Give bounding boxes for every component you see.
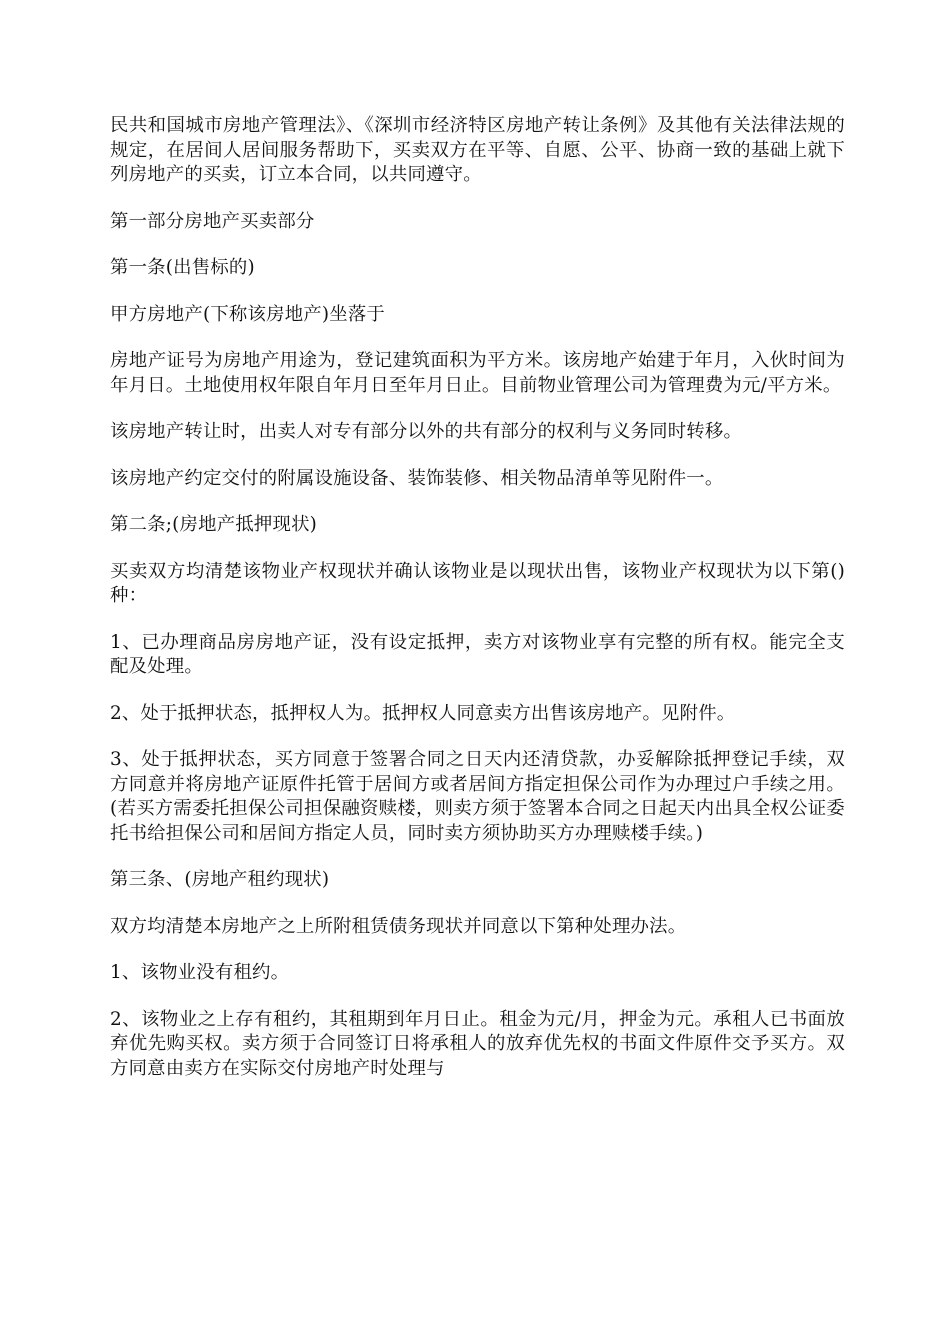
paragraph-common-rights: 该房地产转让时，出卖人对专有部分以外的共有部分的权利与义务同时转移。 — [110, 421, 743, 442]
list-item-option-3: 3、处于抵押状态，买方同意于签署合同之日天内还清贷款，办妥解除抵押登记手续，双方同意并将房地产证原件托管于居间方或者居间方指定担保公司作为办理过户手续之用。(若买方需委托担保公司担保融资赎楼，则卖方须于签署本合同之日起天内出具全权公证委托书给担保公司和居间方指定人员，同时卖方须协助买方办理赎楼手续。) — [110, 749, 845, 844]
article-three-heading: 第三条、(房地产租约现状) — [110, 869, 330, 890]
article-one-heading: 第一条(出售标的) — [110, 257, 255, 278]
paragraph-title-status: 买卖双方均清楚该物业产权现状并确认该物业是以现状出售，该物业产权现状为以下第()种： — [110, 560, 845, 606]
list-item-lease-option-1: 1、该物业没有租约。 — [110, 962, 290, 983]
paragraph-attachment-list: 该房地产约定交付的附属设施设备、装饰装修、相关物品清单等见附件一。 — [110, 467, 724, 489]
list-item-lease-option-2: 2、该物业之上存有租约，其租期到年月日止。租金为元/月，押金为元。承租人已书面放弃优先购买权。卖方须于合同签订日将承租人的放弃优先权的书面文件原件交予买方。双方同意由卖方在实际交付房地产时处理与 — [110, 1008, 845, 1079]
list-item-option-2: 2、处于抵押状态，抵押权人为。抵押权人同意卖方出售该房地产。见附件。 — [110, 702, 736, 724]
paragraph-lease-status: 双方均清楚本房地产之上所附租赁债务现状并同意以下第种处理办法。 — [110, 915, 687, 937]
document-page — [110, 114, 845, 1103]
part-one-heading: 第一部分房地产买卖部分 — [110, 210, 315, 232]
article-two-heading: 第二条;(房地产抵押现状) — [110, 514, 318, 535]
paragraph-property-certificate: 房地产证号为房地产用途为，登记建筑面积为平方米。该房地产始建于年月，入伙时间为年月日。土地使用权年限自年月日至年月日止。目前物业管理公司为管理费为元/平方米。 — [110, 350, 845, 396]
paragraph-preamble: 民共和国城市房地产管理法》、《深圳市经济特区房地产转让条例》及其他有关法律法规的规定，在居间人居间服务帮助下，买卖双方在平等、自愿、公平、协商一致的基础上就下列房地产的买卖，订立本合同，以共同遵守。 — [110, 115, 845, 185]
list-item-option-1: 1、已办理商品房房地产证，没有设定抵押，卖方对该物业享有完整的所有权。能完全支配及处理。 — [110, 631, 845, 677]
paragraph-property-location: 甲方房地产(下称该房地产)坐落于 — [110, 303, 386, 325]
